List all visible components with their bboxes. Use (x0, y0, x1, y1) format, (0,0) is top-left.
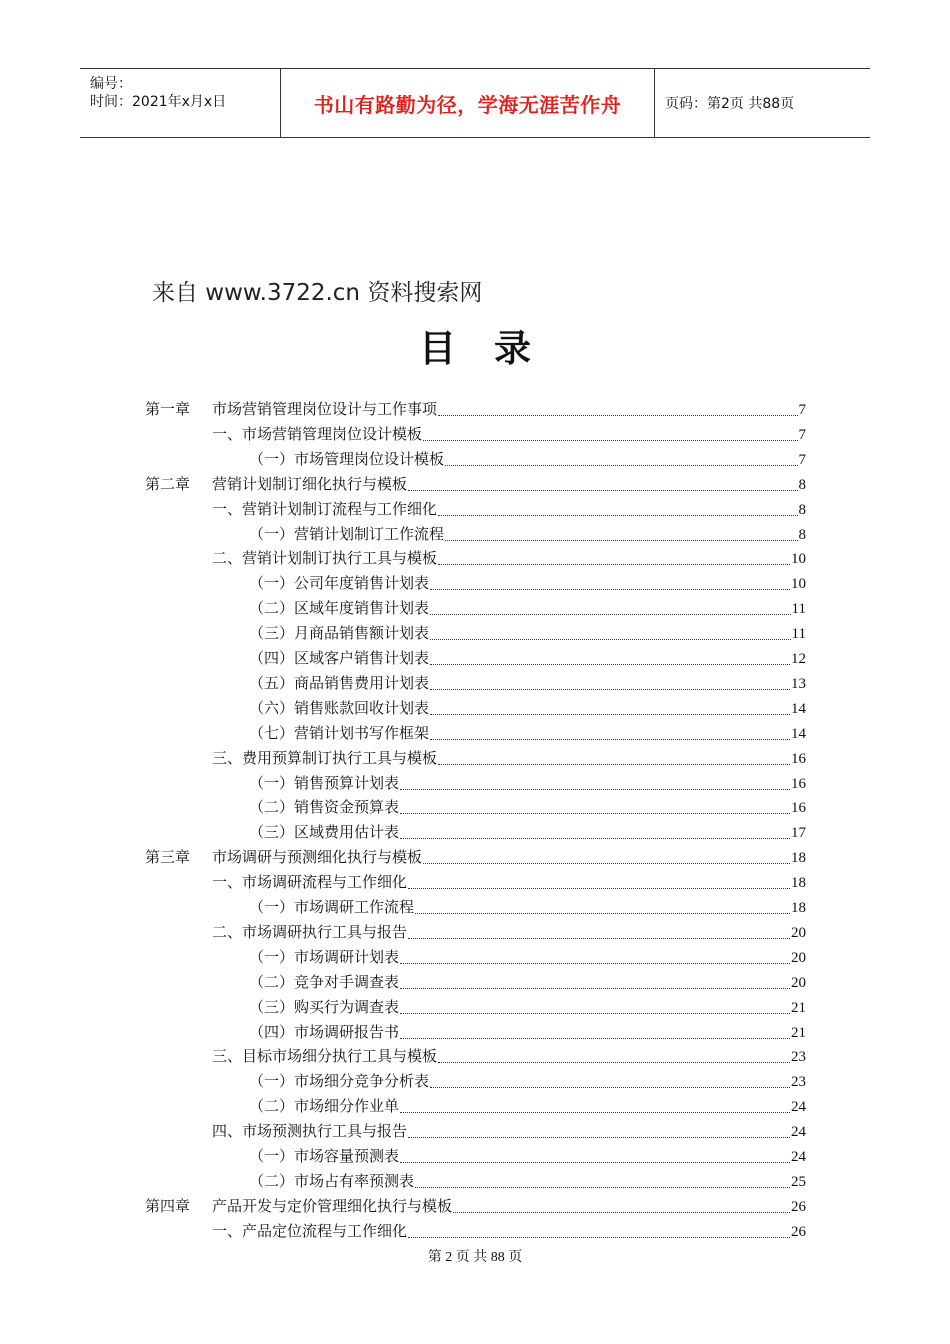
toc-entry-title: （二）市场占有率预测表 (249, 1173, 415, 1190)
toc-entry[interactable] (212, 494, 806, 519)
toc-entry-title: （一）公司年度销售计划表 (249, 576, 430, 593)
toc-entry-title: （三）购买行为调查表 (249, 999, 400, 1016)
toc-dot-leader (430, 664, 790, 665)
toc-dot-leader (408, 490, 797, 491)
toc-entry[interactable] (249, 693, 806, 718)
toc-entry-title: （一）市场管理岗位设计模板 (249, 451, 445, 468)
toc-entry-title: （二）竞争对手调查表 (249, 974, 400, 991)
toc-entry-title: （一）销售预算计划表 (249, 775, 400, 792)
toc-page-number: 8 (798, 476, 806, 493)
toc-entry-title: 一、市场营销管理岗位设计模板 (212, 426, 423, 443)
toc-dot-leader (430, 714, 790, 715)
header-info-cell (80, 69, 281, 137)
toc-entry-title: （一）市场调研工作流程 (249, 900, 415, 916)
toc-page-number: 18 (791, 875, 806, 892)
toc-page-number: 17 (791, 825, 806, 842)
toc-entry[interactable] (249, 519, 806, 544)
toc-page-number: 8 (798, 526, 806, 543)
toc-dot-leader (400, 1038, 790, 1039)
toc-entry-title: 二、市场调研执行工具与报告 (212, 924, 408, 941)
header-page-cell (655, 69, 870, 137)
toc-entry[interactable] (249, 643, 806, 668)
toc-entry[interactable] (212, 543, 806, 568)
toc-dot-leader (453, 1212, 790, 1213)
toc-dot-leader (423, 440, 797, 441)
toc-dot-leader (400, 838, 790, 839)
toc-page-number: 20 (791, 949, 806, 966)
toc-dot-leader (415, 1187, 790, 1188)
toc-dot-leader (445, 540, 797, 541)
toc-entry-title: （一）营销计划制订工作流程 (249, 526, 445, 543)
toc-page-number: 7 (798, 426, 806, 443)
toc-entry[interactable] (249, 817, 806, 842)
toc-entry[interactable] (212, 1216, 806, 1241)
toc-dot-leader (415, 913, 790, 914)
toc-page-number: 20 (791, 924, 806, 941)
source-watermark-line: 来自 www.3722.cn 资料搜索网 (152, 280, 483, 306)
toc-dot-leader (445, 465, 797, 466)
toc-entry[interactable] (212, 419, 806, 444)
header-motto-cell (281, 69, 655, 137)
page-header (80, 68, 870, 138)
toc-page-number: 10 (791, 576, 806, 593)
toc-entry-title: （三）月商品销售额计划表 (249, 626, 430, 643)
toc-page-number: 8 (798, 501, 806, 518)
page-title: 目录 (419, 326, 569, 370)
toc-entry[interactable] (249, 942, 806, 967)
toc-dot-leader (408, 888, 790, 889)
toc-dot-leader (438, 564, 790, 565)
toc-entry-title: 二、营销计划制订执行工具与模板 (212, 551, 438, 568)
toc-page-number: 18 (791, 900, 806, 916)
toc-page-number: 16 (791, 775, 806, 792)
toc-entry-title: （七）营销计划书写作框架 (249, 725, 430, 742)
toc-dot-leader (430, 639, 791, 640)
toc-entry[interactable] (145, 469, 806, 494)
toc-page-number: 16 (791, 800, 806, 817)
toc-entry[interactable] (249, 668, 806, 693)
toc-dot-leader (400, 813, 790, 814)
toc-entry-title: 产品开发与定价管理细化执行与模板 (212, 1198, 453, 1215)
toc-page-number: 25 (791, 1173, 806, 1190)
toc-dot-leader (438, 515, 797, 516)
toc-dot-leader (430, 1087, 790, 1088)
toc-dot-leader (400, 1162, 790, 1163)
toc-page-number: 13 (791, 675, 806, 692)
toc-chapter-label: 第四章 (145, 1198, 191, 1215)
toc-entry-title: 市场调研与预测细化执行与模板 (212, 850, 423, 867)
toc-entry-title: （二）市场细分作业单 (249, 1099, 400, 1116)
toc-entry[interactable] (249, 718, 806, 743)
toc-entry-title: （二）销售资金预算表 (249, 800, 400, 817)
toc-entry[interactable] (145, 1191, 806, 1216)
toc-entry[interactable] (249, 618, 806, 643)
toc-dot-leader (438, 415, 797, 416)
toc-dot-leader (400, 988, 790, 989)
toc-page-number: 23 (791, 1074, 806, 1091)
toc-page-number: 26 (791, 1198, 806, 1215)
toc-page-number: 24 (791, 1099, 806, 1116)
toc-dot-leader (400, 963, 790, 964)
toc-entry[interactable] (145, 842, 806, 867)
toc-page-number: 7 (798, 402, 806, 418)
toc-entry[interactable] (249, 967, 806, 992)
toc-page-number: 24 (791, 1124, 806, 1141)
header-motto: 书山有路勤为径，学海无涯苦作舟 (313, 92, 622, 117)
toc-page-number: 14 (791, 700, 806, 717)
toc-page-number: 11 (791, 601, 806, 618)
toc-entry-title: 一、产品定位流程与工作细化 (212, 1223, 408, 1240)
toc-page-number: 20 (791, 974, 806, 991)
toc-entry[interactable] (249, 1166, 806, 1191)
toc-chapter-label: 第一章 (145, 402, 191, 418)
toc-dot-leader (430, 589, 790, 590)
toc-entry-title: （六）销售账款回收计划表 (249, 700, 430, 717)
toc-entry-title: （二）区域年度销售计划表 (249, 601, 430, 618)
toc-entry[interactable] (212, 1116, 806, 1141)
toc-entry-title: （四）区域客户销售计划表 (249, 651, 430, 667)
toc-entry[interactable] (249, 992, 806, 1017)
toc-entry-title: （四）市场调研报告书 (249, 1024, 400, 1041)
toc-page-number: 21 (791, 1024, 806, 1041)
toc-dot-leader (423, 863, 790, 864)
toc-dot-leader (408, 1137, 790, 1138)
toc-entry-title: 营销计划制订细化执行与模板 (212, 476, 408, 493)
toc-dot-leader (400, 1013, 790, 1014)
toc-entry-title: 一、市场调研流程与工作细化 (212, 875, 408, 892)
toc-entry[interactable] (212, 743, 806, 768)
toc-page-number: 7 (798, 451, 806, 468)
toc-dot-leader (438, 1062, 790, 1063)
toc-entry-title: 三、费用预算制订执行工具与模板 (212, 750, 438, 767)
toc-entry[interactable] (249, 568, 806, 593)
toc-entry[interactable] (249, 1017, 806, 1042)
toc-dot-leader (400, 789, 790, 790)
toc-entry-title: （五）商品销售费用计划表 (249, 675, 430, 692)
toc-page-number: 10 (791, 551, 806, 568)
toc-chapter-label: 第三章 (145, 850, 191, 867)
toc-page-number: 11 (791, 626, 806, 643)
toc-page-number: 14 (791, 725, 806, 742)
toc-entry[interactable] (249, 892, 806, 917)
toc-page-number: 24 (791, 1149, 806, 1165)
toc-dot-leader (430, 614, 791, 615)
toc-entry[interactable] (249, 792, 806, 817)
toc-dot-leader (400, 1112, 790, 1113)
document-time-label: 时间：2021年x月x日 (90, 94, 227, 110)
toc-page-number: 18 (791, 850, 806, 867)
toc-entry-title: （三）区域费用估计表 (249, 825, 400, 842)
toc-entry[interactable] (212, 917, 806, 942)
toc-page-number: 21 (791, 999, 806, 1016)
toc-entry[interactable] (249, 1091, 806, 1116)
document-number-label: 编号： (90, 76, 132, 92)
toc-entry[interactable] (249, 768, 806, 793)
toc-entry[interactable] (249, 444, 806, 469)
header-page-info: 页码：第2页 共88页 (665, 96, 795, 112)
toc-entry[interactable] (249, 1066, 806, 1091)
toc-entry-title: 一、营销计划制订流程与工作细化 (212, 501, 438, 518)
toc-entry[interactable] (212, 867, 806, 892)
toc-page-number: 12 (791, 651, 806, 667)
toc-entry-title: 三、目标市场细分执行工具与模板 (212, 1049, 438, 1066)
toc-entry-title: 四、市场预测执行工具与报告 (212, 1124, 408, 1141)
toc-entry[interactable] (212, 1041, 806, 1066)
toc-entry-title: 市场营销管理岗位设计与工作事项 (212, 402, 438, 418)
toc-dot-leader (430, 689, 790, 690)
toc-entry-title: （一）市场调研计划表 (249, 949, 400, 966)
toc-dot-leader (408, 938, 790, 939)
toc-dot-leader (408, 1237, 790, 1238)
toc-entry[interactable] (249, 593, 806, 618)
toc-entry[interactable] (145, 394, 806, 419)
toc-entry-title: （一）市场容量预测表 (249, 1149, 400, 1165)
page-footer: 第 2 页 共 88 页 (427, 1250, 523, 1265)
toc-entry[interactable] (249, 1141, 806, 1166)
toc-dot-leader (430, 739, 790, 740)
toc-page-number: 23 (791, 1049, 806, 1066)
toc-page-number: 26 (791, 1223, 806, 1240)
toc-chapter-label: 第二章 (145, 476, 191, 493)
toc-dot-leader (438, 764, 790, 765)
toc-page-number: 16 (791, 750, 806, 767)
toc-entry-title: （一）市场细分竞争分析表 (249, 1074, 430, 1091)
